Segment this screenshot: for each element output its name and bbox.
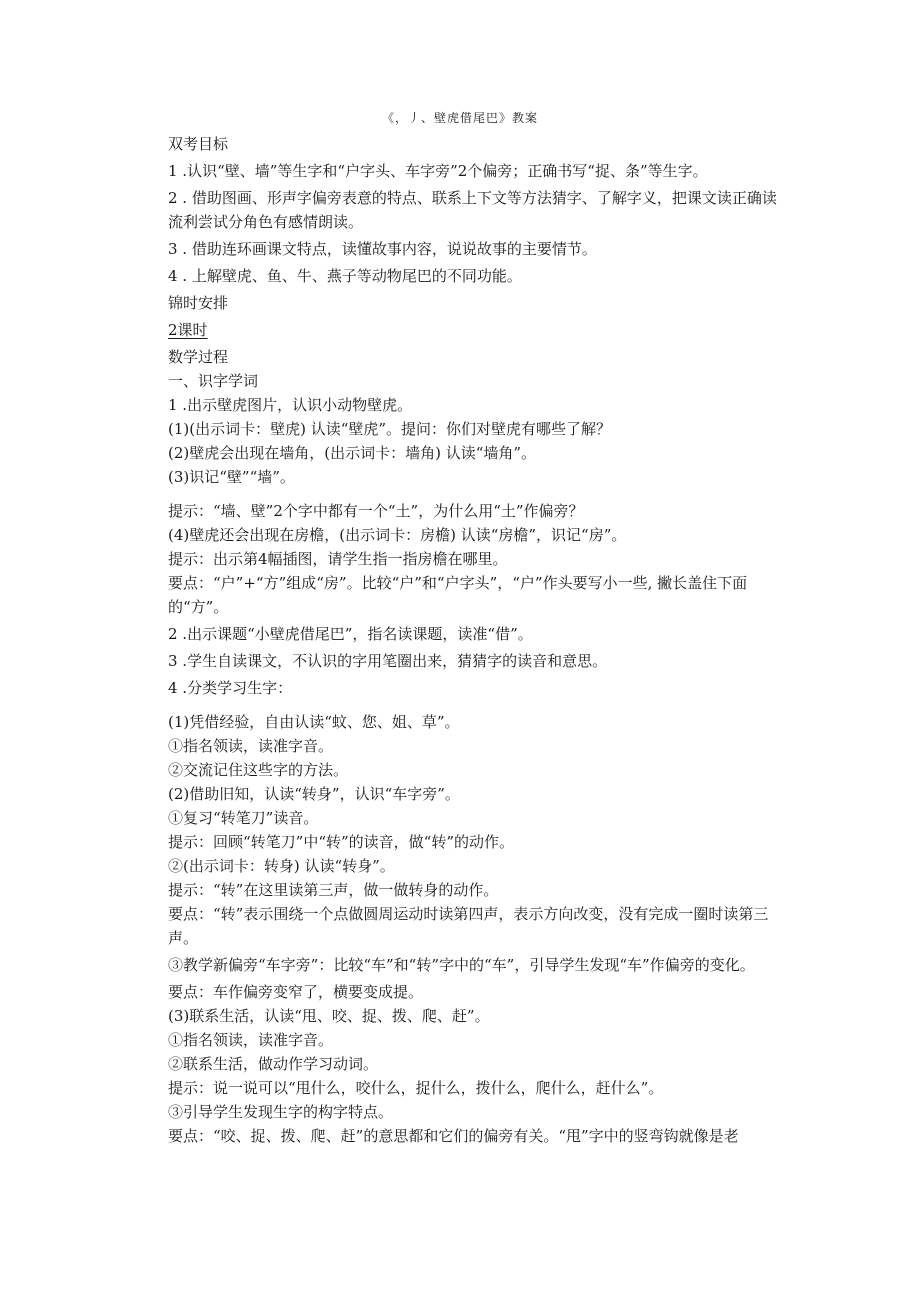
key-point-text: 要点：“咬、捉、拨、爬、赶”的意思都和它们的偏旁有关。“甩”字中的竖弯钩就像是老 (168, 1127, 739, 1145)
key-point-text: 要点：车作偏旁变窄了，横要变成提。 (168, 983, 424, 1001)
key-point-text: 要点：“户”+“方”组成“房”。比较“户”和“户字头”，“户”作头要写小一些, 撇长盖住下面的“方”。 (168, 574, 748, 616)
process-step: (2)借助旧知，认读“转身”，认识“车字旁”。 (168, 785, 460, 803)
section-heading-schedule: 锦时安排 (168, 294, 229, 312)
process-step: ②联系生活，做动作学习动词。 (168, 1055, 379, 1073)
subsection-heading: 一、识字学词 (168, 372, 259, 390)
goal-item-4: 4 . 上解壁虎、鱼、牛、燕子等动物尾巴的不同功能。 (168, 267, 522, 285)
process-step: ①指名领读，读准字音。 (168, 1031, 334, 1049)
process-step: (1)(出示词卡：壁虎) 认读“壁虎”。提问：你们对壁虎有哪些了解？ (168, 420, 612, 438)
process-step: (4)壁虎还会出现在房檐，(出示词卡：房檐) 认读“房檐”，识记“房”。 (168, 526, 627, 544)
process-step: 1 .出示壁虎图片，认识小动物壁虎。 (168, 396, 413, 414)
process-step: ②(出示词卡：转身) 认读“转身”。 (168, 857, 395, 875)
process-step: 4 .分类学习生字： (168, 679, 293, 697)
process-step: (2)壁虎会出现在墙角，(出示词卡：墙角) 认读“墙角”。 (168, 444, 537, 462)
section-heading-process: 数学过程 (168, 348, 229, 366)
process-step: 2 .出示课题“小壁虎借尾巴”，指名读课题，读准“借”。 (168, 625, 533, 643)
section-heading-goals: 双考目标 (168, 135, 229, 153)
goal-item-2: 2 . 借助图画、形声字偏旁表意的特点、联系上下文等方法猜字、了解字义，把课文读正确读流利尝试分角色有感情朗读。 (168, 189, 777, 231)
process-step: (3)识记“壁”“墙”。 (168, 468, 295, 486)
hint-text: 提示：说一说可以“甩什么，咬什么，捉什么，拨什么，爬什么，赶什么”。 (168, 1079, 664, 1097)
schedule-value: 2课时 (168, 321, 208, 339)
hint-text: 提示：出示第4幅插图，请学生指一指房檐在哪里。 (168, 550, 508, 568)
process-step: ①指名领读，读准字音。 (168, 737, 334, 755)
process-step: ②交流记住这些字的方法。 (168, 761, 349, 779)
document-title: 《，丿、壁虎借尾巴》教案 (381, 111, 538, 125)
hint-text: 提示：“转”在这里读第三声，做一做转身的动作。 (168, 881, 499, 899)
process-step: ①复习“转笔刀”读音。 (168, 809, 319, 827)
hint-text: 提示：“墙、壁”2个字中都有一个“土”，为什么用“土”作偏旁？ (168, 502, 584, 520)
hint-text: 提示：回顾“转笔刀”中“转”的读音，做“转”的动作。 (168, 833, 515, 851)
process-step: ③引导学生发现生字的构字特点。 (168, 1103, 394, 1121)
process-step: (3)联系生活，认读“甩、咬、捉、拨、爬、赶”。 (168, 1007, 490, 1025)
document-body (168, 132, 788, 1148)
process-step: ③教学新偏旁“车字旁”：比较“车”和“转”字中的“车”，引导学生发现“车”作偏旁的变化。 (168, 956, 755, 974)
process-step: (1)凭借经验，自由认读“蚊、您、姐、草”。 (168, 713, 460, 731)
process-step: 3 .学生自读课文，不认识的字用笔圈出来，猜猜字的读音和意思。 (168, 652, 608, 670)
goal-item-3: 3 . 借助连环画课文特点，读懂故事内容，说说故事的主要情节。 (168, 240, 597, 258)
key-point-text: 要点：“转”表示围绕一个点做圆周运动时读第四声，表示方向改变，没有完成一圈时读第三声。 (168, 905, 769, 947)
goal-item-1: 1 .认识“壁、墙”等生字和“户字头、车字旁”2个偏旁；正确书写“捉、条”等生字。 (168, 162, 708, 180)
